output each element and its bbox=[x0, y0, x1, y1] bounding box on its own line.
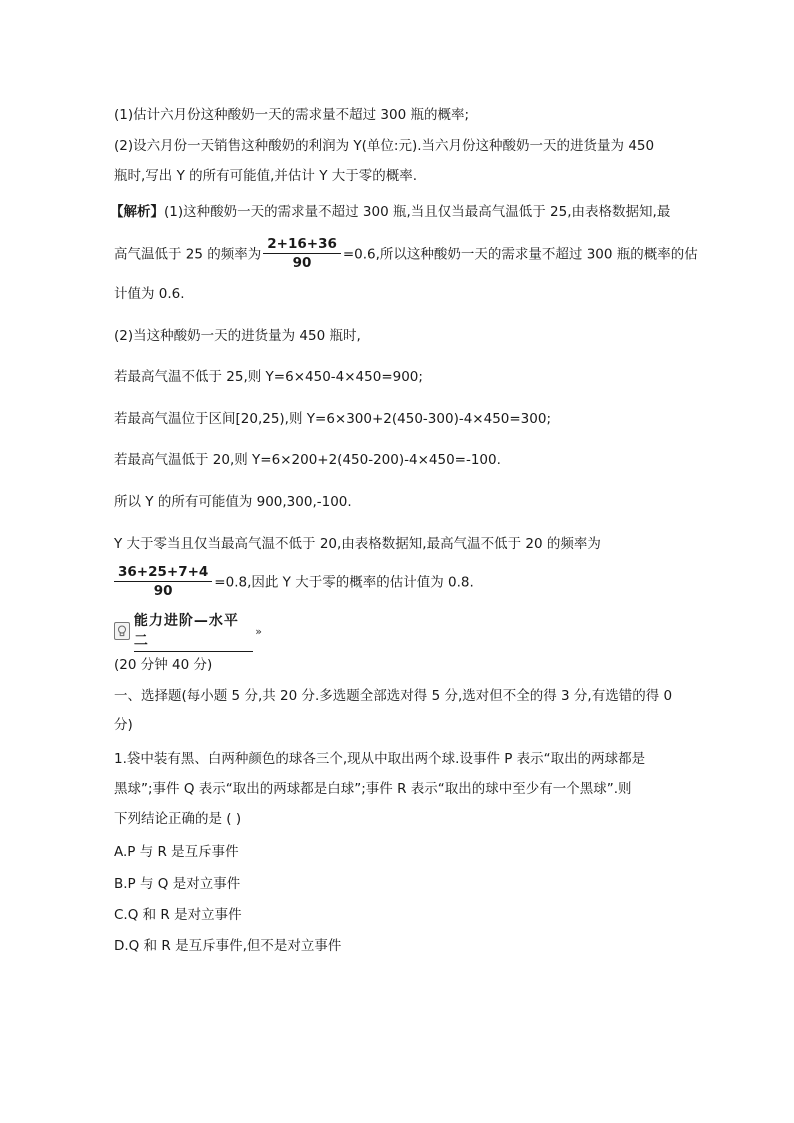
analysis-line9: Y 大于零当且仅当最高气温不低于 20,由表格数据知,最高气温不低于 20 的频率为 bbox=[114, 536, 601, 552]
analysis-line1 bbox=[110, 203, 684, 221]
analysis-line3: 计值为 0.6. bbox=[114, 286, 185, 302]
analysis-line5: 若最高气温不低于 25,则 Y=6×450-4×450=900; bbox=[114, 369, 423, 385]
analysis-line4: (2)当这种酸奶一天的进货量为 450 瓶时, bbox=[114, 328, 361, 344]
option-d: D.Q 和 R 是互斥事件,但不是对立事件 bbox=[114, 938, 342, 954]
analysis-tag: 【解析】 bbox=[110, 204, 164, 220]
question-2-text-line2: 瓶时,写出 Y 的所有可能值,并估计 Y 大于零的概率. bbox=[114, 168, 418, 184]
mc-intro-line1: 一、选择题(每小题 5 分,共 20 分.多选题全部选对得 5 分,选对但不全的得 3 分,有选错的得 0 bbox=[114, 688, 673, 704]
double-chevron-icon: » bbox=[255, 624, 262, 638]
analysis-line2-pre: 高气温低于 25 的频率为 bbox=[114, 246, 262, 263]
lightbulb-icon-svg bbox=[117, 625, 127, 637]
analysis-line2 bbox=[114, 236, 698, 273]
option-c: C.Q 和 R 是对立事件 bbox=[114, 907, 242, 923]
analysis-line1-text: (1)这种酸奶一天的需求量不超过 300 瓶,当且仅当最高气温低于 25,由表格数据知,最 bbox=[164, 204, 671, 220]
question1-line2: 黑球”;事件 Q 表示“取出的两球都是白球”;事件 R 表示“取出的球中至少有一个黑球”.则 bbox=[114, 781, 632, 797]
fraction-1 bbox=[263, 235, 341, 272]
fraction-2 bbox=[114, 563, 212, 600]
question-2-text-line1: (2)设六月份一天销售这种酸奶的利润为 Y(单位:元).当六月份这种酸奶一天的进货量为 450 bbox=[114, 138, 655, 154]
fraction-2-denominator: 90 bbox=[153, 583, 173, 599]
analysis-line10 bbox=[114, 564, 684, 601]
question1-line3: 下列结论正确的是 ( ) bbox=[114, 811, 242, 827]
analysis-line10-post: =0.8,因此 Y 大于零的概率的估计值为 0.8. bbox=[214, 574, 474, 591]
section-title: 能力进阶—水平二 bbox=[134, 610, 253, 652]
question1-line1: 1.袋中装有黑、白两种颜色的球各三个,现从中取出两个球.设事件 P 表示“取出的两球都是 bbox=[114, 751, 646, 767]
fraction-2-numerator: 36+25+7+4 bbox=[114, 563, 212, 582]
time-score: (20 分钟 40 分) bbox=[114, 657, 213, 673]
analysis-line8: 所以 Y 的所有可能值为 900,300,-100. bbox=[114, 494, 352, 510]
analysis-line7: 若最高气温低于 20,则 Y=6×200+2(450-200)-4×450=-100. bbox=[114, 452, 501, 468]
option-a: A.P 与 R 是互斥事件 bbox=[114, 844, 239, 860]
mc-intro-line2: 分) bbox=[114, 717, 133, 733]
section-header bbox=[114, 613, 262, 649]
option-b: B.P 与 Q 是对立事件 bbox=[114, 876, 241, 892]
fraction-1-numerator: 2+16+36 bbox=[263, 235, 341, 254]
lightbulb-icon bbox=[114, 622, 130, 640]
question-1-text: (1)估计六月份这种酸奶一天的需求量不超过 300 瓶的概率; bbox=[114, 107, 470, 123]
analysis-line6: 若最高气温位于区间[20,25),则 Y=6×300+2(450-300)-4×450=300; bbox=[114, 411, 551, 427]
fraction-1-denominator: 90 bbox=[292, 255, 312, 271]
analysis-line2-post: =0.6,所以这种酸奶一天的需求量不超过 300 瓶的概率的估 bbox=[342, 246, 698, 263]
